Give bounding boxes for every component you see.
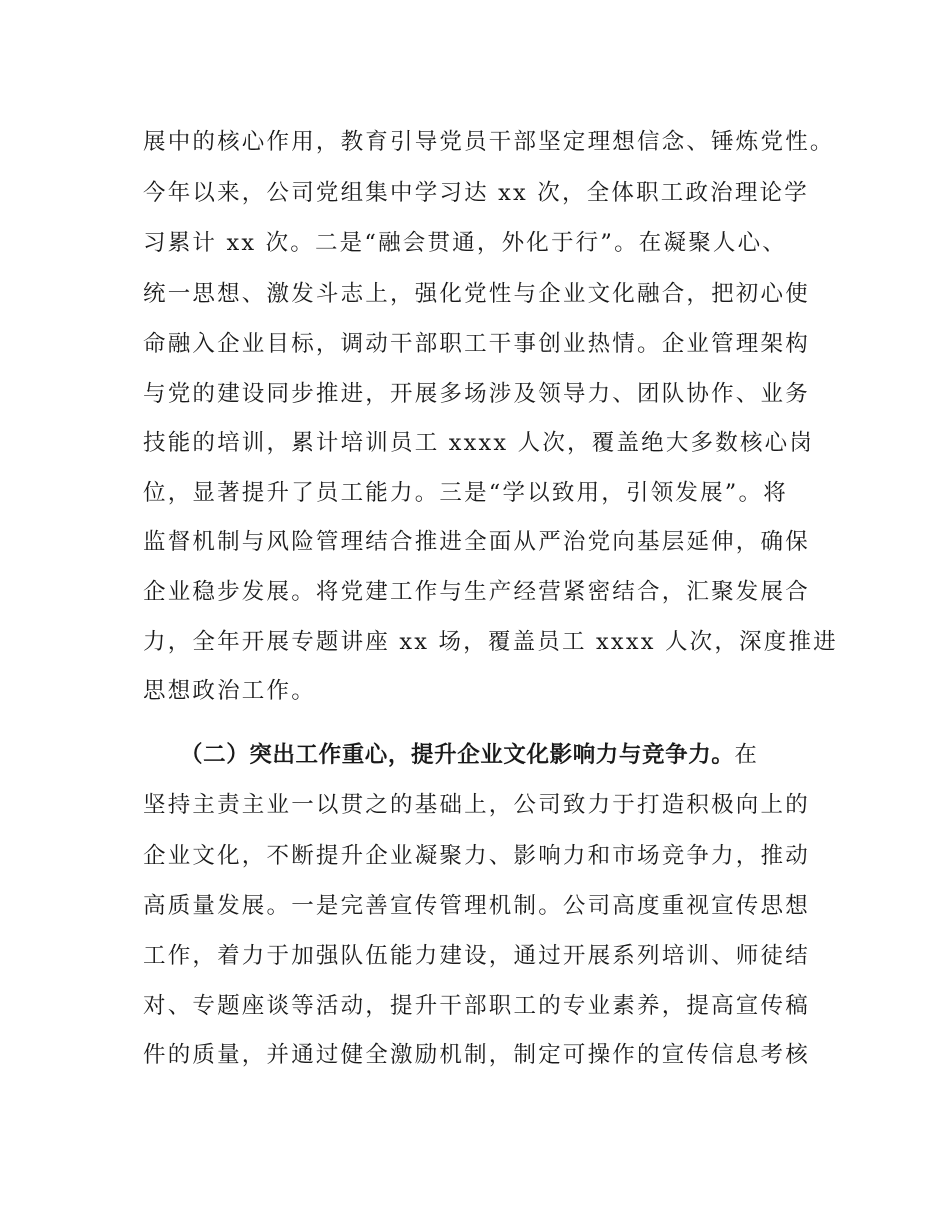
body-text-line: 位，显著提升了员工能力。三是“学以致用，引领发展”。将 [143,480,788,506]
body-text-line: 技能的培训，累计培训员工 xxxx 人次，覆盖绝大多数核心岗 [143,430,815,456]
body-text-line: 工作，着力于加强队伍能力建设，通过开展系列培训、师徒结 [143,943,810,969]
body-text-line: 高质量发展。一是完善宣传管理机制。公司高度重视宣传思想 [143,893,810,919]
body-text-line: 力，全年开展专题讲座 xx 场，覆盖员工 xxxx 人次，深度推进 [143,629,838,655]
body-text-line: 件的质量，并通过健全激励机制，制定可操作的宣传信息考核 [143,1042,810,1068]
body-text-line: 企业文化，不断提升企业凝聚力、影响力和市场竞争力，推动 [143,843,810,869]
body-text-line: 坚持主责主业一以贯之的基础上，公司致力于打造积极向上的 [143,792,810,818]
body-text-line: 今年以来，公司党组集中学习达 xx 次，全体职工政治理论学 [143,180,809,206]
body-text-line: 统一思想、激发斗志上，强化党性与企业文化融合，把初心使 [143,281,810,307]
body-text-line: 展中的核心作用，教育引导党员干部坚定理想信念、锤炼党性。 [143,129,835,155]
section-heading-line [180,740,759,770]
body-text-line: 命融入企业目标，调动干部职工干事创业热情。企业管理架构 [143,331,810,357]
body-text-line: 习累计 xx 次。二是“融会贯通，外化于行”。在凝聚人心、 [143,230,787,256]
body-text-line: 企业稳步发展。将党建工作与生产经营紧密结合，汇聚发展合 [143,579,810,605]
body-text-line: 思想政治工作。 [143,678,316,704]
body-text-line: 对、专题座谈等活动，提升干部职工的专业素养，提高宣传稿 [143,993,810,1019]
heading-line-tail: 在 [734,742,760,768]
body-text-line: 与党的建设同步推进，开展多场涉及领导力、团队协作、业务 [143,381,810,407]
section-heading: （二）突出工作重心，提升企业文化影响力与竞争力。 [180,742,735,768]
body-text-line: 监督机制与风险管理结合推进全面从严治党向基层延伸，确保 [143,529,810,555]
